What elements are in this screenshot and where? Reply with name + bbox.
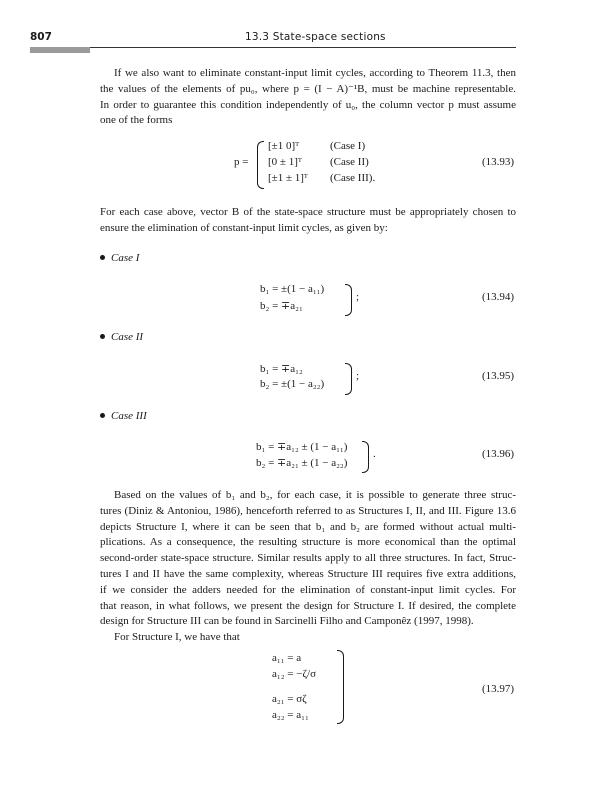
case-eq-line: b₂ = ±(1 − a₂₂) (260, 378, 325, 390)
eq-13-93-lhs: p = (234, 156, 249, 168)
case-label: Case I (111, 252, 140, 264)
text-line: that reason, in what follows, we present the design for Structure I. If desired, the complete (100, 599, 516, 612)
equation-number: (13.94) (482, 291, 515, 303)
right-brace (337, 650, 344, 724)
text-line: tures (Diniz & Antoniou, 1986), henceforth referred to as Structures I, II, and III. Figure 13.6 (100, 504, 516, 517)
right-brace (362, 441, 369, 473)
page-number: 807 (30, 31, 52, 43)
case-eq-line: b₂ = ∓a₂₁ ± (1 − a₂₂) (256, 457, 348, 469)
eq-13-97-row: a₁₂ = −ζ/σ (272, 668, 316, 680)
punctuation: . (373, 448, 376, 460)
case-bullet (100, 252, 139, 264)
text-line: the values of the elements of pu₀, where p = (I − A)⁻¹B, must be machine representable. (100, 82, 516, 95)
text-line: design for Structure III can be found in Sarcinelli Filho and Camponêz (1997, 1998). (100, 615, 474, 628)
case-label: (Case II) (330, 156, 369, 168)
eq-13-93-row (268, 172, 308, 184)
paragraph-1 (100, 66, 516, 129)
left-brace (257, 141, 264, 189)
eq-13-97-row: a₂₁ = σζ (272, 693, 307, 705)
vector-form: [±1 0]ᵀ (268, 140, 300, 152)
text-line: plications. As a consequence, the resulting structure is more economical than the optimal (100, 536, 516, 549)
equation-number: (13.95) (482, 370, 515, 382)
equation-number: (13.93) (482, 156, 515, 168)
equation-number: (13.97) (482, 683, 515, 695)
vector-form: [±1 ± 1]ᵀ (268, 172, 308, 184)
bullet-dot (100, 413, 105, 418)
text-line: For Structure I, we have that (114, 631, 240, 643)
page-header (30, 31, 516, 45)
punctuation: ; (356, 291, 360, 303)
text-line: tures I and II have the same complexity, whereas Structure III requires five extra additions, (100, 567, 516, 580)
eq-13-97-row: a₁₁ = a (272, 652, 302, 664)
bullet-dot (100, 255, 105, 260)
case-label: Case II (111, 331, 144, 343)
case-label: (Case I) (330, 140, 366, 152)
header-rule (30, 47, 516, 48)
right-brace (345, 363, 352, 395)
bullet-dot (100, 334, 105, 339)
right-brace (345, 284, 352, 316)
equation-number: (13.96) (482, 448, 515, 460)
case-eq-line: b₁ = ∓a₁₂ ± (1 − a₁₁) (256, 441, 348, 453)
vector-form: [0 ± 1]ᵀ (268, 156, 302, 168)
case-eq-line: b₁ = ∓a₁₂ (260, 363, 303, 375)
text-line: ensure the elimination of constant-input limit cycles, as given by: (100, 221, 388, 234)
case-label: (Case III). (330, 172, 376, 184)
running-head: 13.3 State-space sections (245, 31, 386, 43)
eq-13-93-row (268, 156, 302, 168)
case-label: Case III (111, 410, 147, 422)
text-line: depicts Structure I, where it can be seen that b₁ and b₂ are formed without actual multi- (100, 520, 516, 533)
paragraph-3 (100, 488, 516, 630)
text-line: Based on the values of b₁ and b₂, for each case, it is possible to generate three struc- (114, 489, 516, 501)
text-line: For each case above, vector B of the state-space structure must be appropriately chosen to (100, 206, 516, 218)
text-line: second-order state-space structure. Similar results apply to all three structures. In fact, Struc- (100, 552, 516, 565)
eq-13-97-row: a₂₂ = a₁₁ (272, 709, 309, 721)
case-bullet (100, 410, 147, 422)
header-bar (30, 47, 90, 53)
text-line: In order to guarantee this condition independently of u₀, the column vector p must assume (100, 98, 516, 111)
text-line: If we also want to eliminate constant-input limit cycles, according to Theorem 11.3, then (114, 67, 516, 79)
text-line: one of the forms (100, 114, 173, 127)
case-eq-line: b₂ = ∓a₂₁ (260, 300, 303, 312)
case-bullet (100, 331, 143, 343)
eq-13-93-row (268, 140, 299, 152)
punctuation: ; (356, 370, 360, 382)
text-line: if we consider the adders needed for the elimination of constant-input limit cycles. For (100, 583, 516, 596)
case-eq-line: b₁ = ±(1 − a₁₁) (260, 283, 325, 295)
paragraph-2 (100, 205, 516, 237)
paragraph-4 (100, 630, 516, 646)
